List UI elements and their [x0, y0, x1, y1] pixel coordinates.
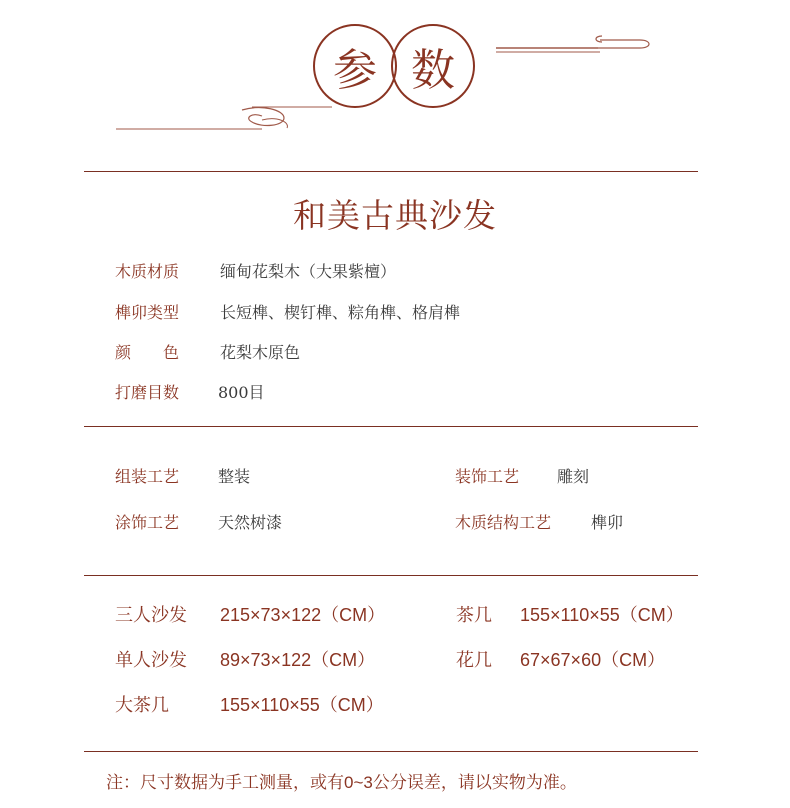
size-label-tea-table: 茶几	[456, 605, 492, 625]
craft-value-assembly: 整装	[218, 467, 251, 486]
size-value-flower-stand: 67×67×60（CM）	[520, 650, 666, 670]
size-value-single-seat: 89×73×122（CM）	[220, 650, 376, 670]
craft-label-structure: 木质结构工艺	[455, 513, 552, 532]
header-char-shu: 数	[391, 24, 475, 108]
divider-sizes	[84, 751, 698, 752]
craft-label-decoration: 装饰工艺	[455, 467, 520, 486]
spec-value-mortise: 长短榫、楔钉榫、粽角榫、格肩榫	[220, 303, 461, 322]
size-label-three-seat: 三人沙发	[115, 605, 187, 625]
craft-label-assembly: 组装工艺	[115, 467, 180, 486]
spec-label-mortise: 榫卯类型	[115, 303, 180, 322]
craft-value-decoration: 雕刻	[557, 467, 590, 486]
spec-value-polish: 800目	[218, 383, 265, 402]
spec-value-wood: 缅甸花梨木（大果紫檀）	[220, 262, 397, 281]
spec-label-color: 颜 色	[115, 343, 180, 362]
craft-value-structure: 榫卯	[591, 513, 624, 532]
measurement-note: 注：尺寸数据为手工测量，或有0~3公分误差，请以实物为准。	[106, 773, 577, 792]
spec-value-color: 花梨木原色	[220, 343, 301, 362]
size-label-flower-stand: 花几	[456, 650, 492, 670]
craft-value-coating: 天然树漆	[218, 513, 283, 532]
size-value-big-tea-table: 155×110×55（CM）	[220, 695, 384, 715]
craft-label-coating: 涂饰工艺	[115, 513, 180, 532]
size-label-single-seat: 单人沙发	[115, 650, 187, 670]
divider-craft	[84, 575, 698, 576]
header-char-can: 参	[313, 24, 397, 108]
size-label-big-tea-table: 大茶几	[115, 695, 169, 715]
size-value-tea-table: 155×110×55（CM）	[520, 605, 684, 625]
cloud-decoration-right	[490, 28, 660, 60]
spec-label-polish: 打磨目数	[115, 383, 180, 402]
divider-top	[84, 171, 698, 172]
spec-label-wood: 木质材质	[115, 262, 180, 281]
divider-specs	[84, 426, 698, 427]
cloud-decoration-left	[112, 100, 342, 136]
size-value-three-seat: 215×73×122（CM）	[220, 605, 386, 625]
product-title: 和美古典沙发	[293, 196, 497, 235]
